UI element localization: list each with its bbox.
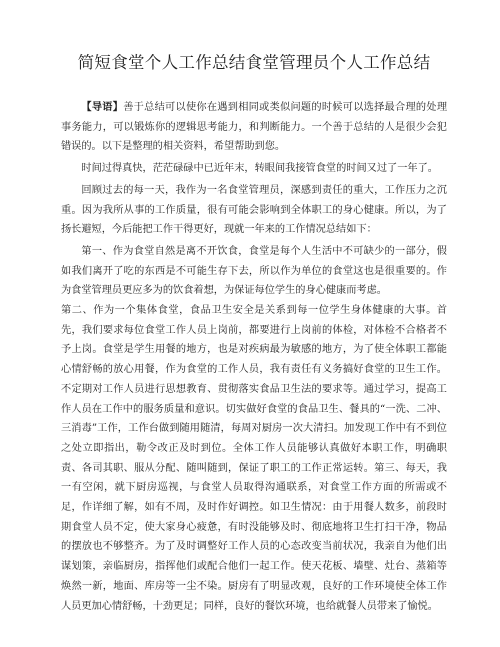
paragraph-time: 时间过得真快，茫茫碌碌中已近年末，转眼间我接管食堂的时间又过了一年了。	[81, 163, 438, 175]
paragraph-second: 第二、作为一个集体食堂，食品卫生安全是关系到每一位学生身体健康的大事。首先，我们要求每位食堂工作人员上岗前，都要进行上岗前的体检，对体检不合格者不予上岗。食堂是学生用餐的地方，也是对疾病最为敏感的地方，为了使全体职工都能心情舒畅的放心用餐，作为食堂的工作人员，我有责任有义务搞好食堂的卫生工作。不定期对工作人员进行思想教育、贯彻落实食品卫生法的要求等。通过学习，提高工作人员在工作中的服务质量和意识。切实做好食堂的食品卫生、餐具的“一洗、二冲、三消毒”工作，工作台做到随用随清，每周对厨房一次大清扫。加发现工作中有不到位之处立即指出，勒令改正及时到位。全体工作人员能够认真做好本职工作，明确职责、各司其职、服从分配、随叫随到，保证了职工的工作正常运转。第三、每天，我一有空闲，就下厨房巡视，与食堂人员取得沟通联系，对食堂工作方面的所需或不足，作详细了解，如有不周，及时作好调控。如卫生情况：由于用餐人数多，前段时期食堂人员不定，使大家身心疲惫，有时没能够及时、彻底地将卫生打扫干净，物品的摆放也不够整齐。为了及时调整好工作人员的心态改变当前状况，我亲自为他们出谋划策，亲临厨房，指挥他们或配合他们一起工作。使天花板、墙壁、灶台、蒸箱等焕然一新，地面、库房等一尘不染。厨房有了明显改观，良好的工作环境使全体工作人员更加心情舒畅，十劲更足；同样，良好的餐饮环境，也给就餐人员带来了愉悦。	[61, 305, 447, 612]
paragraph-review: 回顾过去的每一天，我作为一名食堂管理员，深感到责任的重大，工作压力之沉重。因为我所从事的工作质量，很有可能会影响到全体职工的身心健康。所以，为了扬长避短，今后能把工作干得更好，现就一年来的工作情况总结如下：	[61, 184, 447, 236]
intro-tag: 【导语】	[81, 101, 124, 113]
document-title: 简短食堂个人工作总结食堂管理员个人工作总结	[77, 53, 431, 72]
intro-text: 善于总结可以使你在遇到相同或类似问题的时候可以选择最合理的处理事务能力，可以锻炼你的逻辑思考能力，和判断能力。一个善于总结的人是很少会犯错误的。以下是整理的相关资料，希望帮助到您。	[61, 102, 448, 153]
intro-paragraph	[61, 98, 447, 157]
paragraph-first: 第一、作为食堂自然是离不开饮食，食堂是每个人生活中不可缺少的一部分，假如我们离开了吃的东西是不可能生存下去，所以作为单位的食堂这也是很重要的。作为食堂管理员更应多为的饮食着想，为保证每位学生的身心健康而考虑。	[61, 245, 447, 297]
